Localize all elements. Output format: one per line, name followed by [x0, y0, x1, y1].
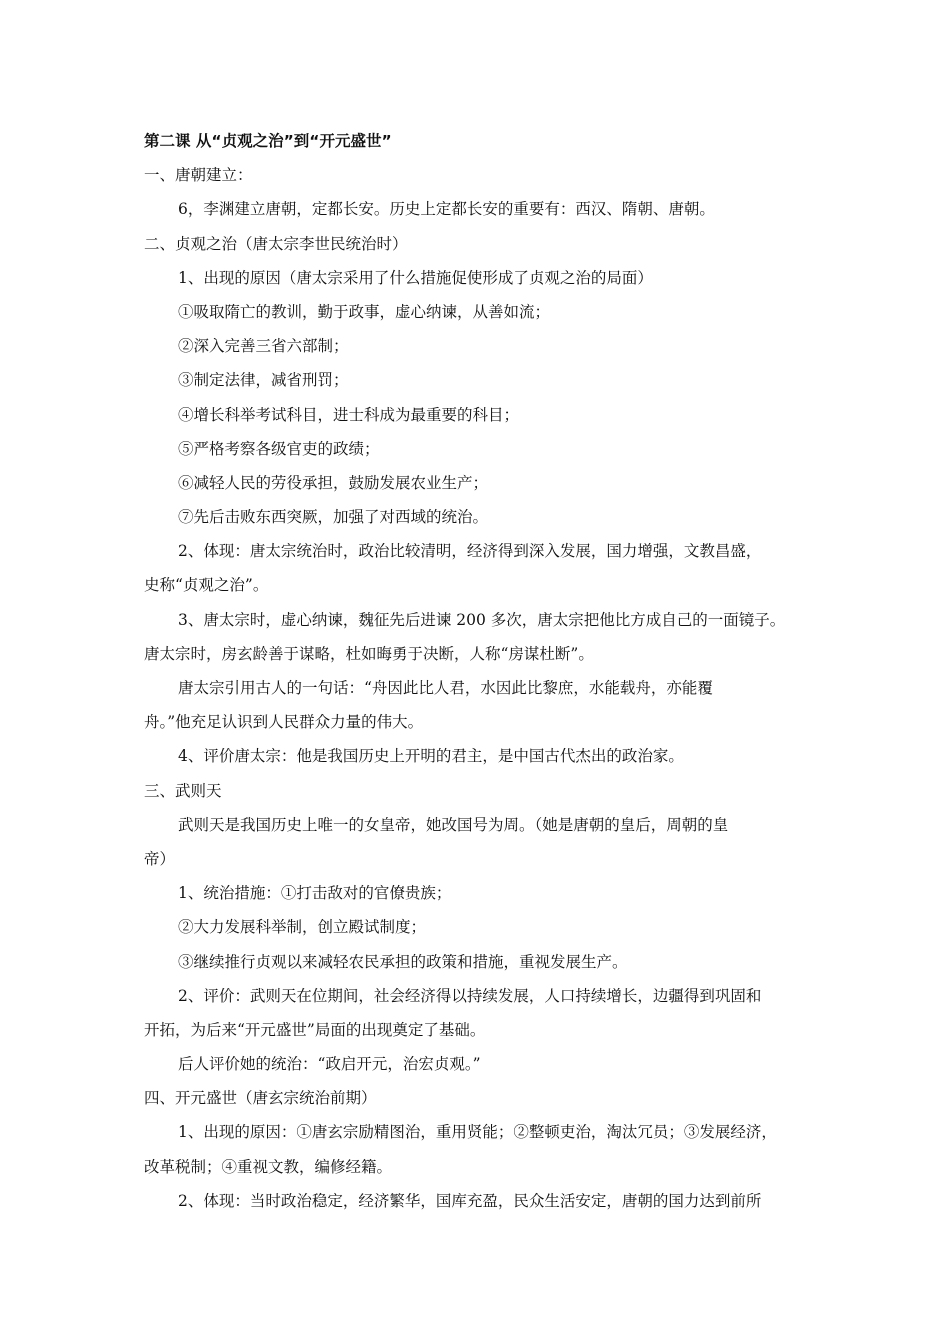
- text-line: ①吸取隋亡的教训，勤于政事，虚心纳谏，从善如流；: [178, 302, 551, 321]
- text-line: 舟。”他充足认识到人民群众力量的伟大。: [144, 713, 424, 732]
- text-line: 3、唐太宗时，虚心纳谏，魏征先后进谏 200 多次，唐太宗把他比方成自己的一面镜子。: [178, 610, 786, 629]
- text-line: 1、出现的原因：①唐玄宗励精图治，重用贤能；②整顿吏治，淘汰冗员；③发展经济，: [178, 1123, 777, 1142]
- text-line: ②大力发展科举制，创立殿试制度；: [178, 918, 427, 937]
- text-line: 二、贞观之治（唐太宗李世民统治时）: [144, 234, 408, 253]
- text-line: 1、出现的原因（唐太宗采用了什么措施促使形成了贞观之治的局面）: [178, 268, 653, 287]
- text-line: 史称“贞观之治”。: [144, 576, 269, 595]
- text-line: ③制定法律，减省刑罚；: [178, 371, 349, 390]
- text-line: 开拓，为后来“开元盛世”局面的出现奠定了基础。: [144, 1020, 486, 1039]
- text-line: 2、评价：武则天在位期间，社会经济得以持续发展，人口持续增长，边疆得到巩固和: [178, 986, 762, 1005]
- text-line: ⑤严格考察各级官吏的政绩；: [178, 439, 380, 458]
- text-line: 武则天是我国历史上唯一的女皇帝，她改国号为周。（她是唐朝的皇后，周朝的皇: [178, 815, 729, 834]
- document-body: [144, 124, 814, 1218]
- document-title: 第二课 从“贞观之治”到“开元盛世”: [144, 132, 392, 150]
- text-line: 6，李渊建立唐朝，定都长安。历史上定都长安的重要有：西汉、隋朝、唐朝。: [178, 200, 715, 219]
- text-line: 一、唐朝建立：: [144, 166, 253, 185]
- text-line: ⑥减轻人民的劳役承担，鼓励发展农业生产；: [178, 473, 489, 492]
- text-line: 2、体现：唐太宗统治时，政治比较清明，经济得到深入发展，国力增强，文教昌盛，: [178, 542, 762, 561]
- text-line: 唐太宗时，房玄龄善于谋略，杜如晦勇于决断，人称“房谋杜断”。: [144, 644, 594, 663]
- text-line: ④增长科举考试科目，进士科成为最重要的科目；: [178, 405, 520, 424]
- text-line: 1、统治措施：①打击敌对的官僚贵族；: [178, 884, 452, 903]
- text-line: 改革税制；④重视文教，编修经籍。: [144, 1157, 393, 1176]
- text-line: 4、评价唐太宗：他是我国历史上开明的君主，是中国古代杰出的政治家。: [178, 747, 684, 766]
- text-line: 三、武则天: [144, 781, 222, 800]
- text-line: ③继续推行贞观以来减轻农民承担的政策和措施，重视发展生产。: [178, 952, 628, 971]
- text-line: 2、体现：当时政治稳定，经济繁华，国库充盈，民众生活安定，唐朝的国力达到前所: [178, 1191, 762, 1210]
- text-line: 后人评价她的统治：“政启开元，治宏贞观。”: [178, 1055, 481, 1074]
- text-line: 唐太宗引用古人的一句话：“舟因此比人君，水因此比黎庶，水能载舟，亦能覆: [178, 679, 713, 697]
- text-line: ⑦先后击败东西突厥，加强了对西域的统治。: [178, 508, 489, 527]
- text-line: ②深入完善三省六部制；: [178, 337, 349, 356]
- text-line: 帝）: [144, 849, 176, 868]
- text-line: 四、开元盛世（唐玄宗统治前期）: [144, 1089, 377, 1108]
